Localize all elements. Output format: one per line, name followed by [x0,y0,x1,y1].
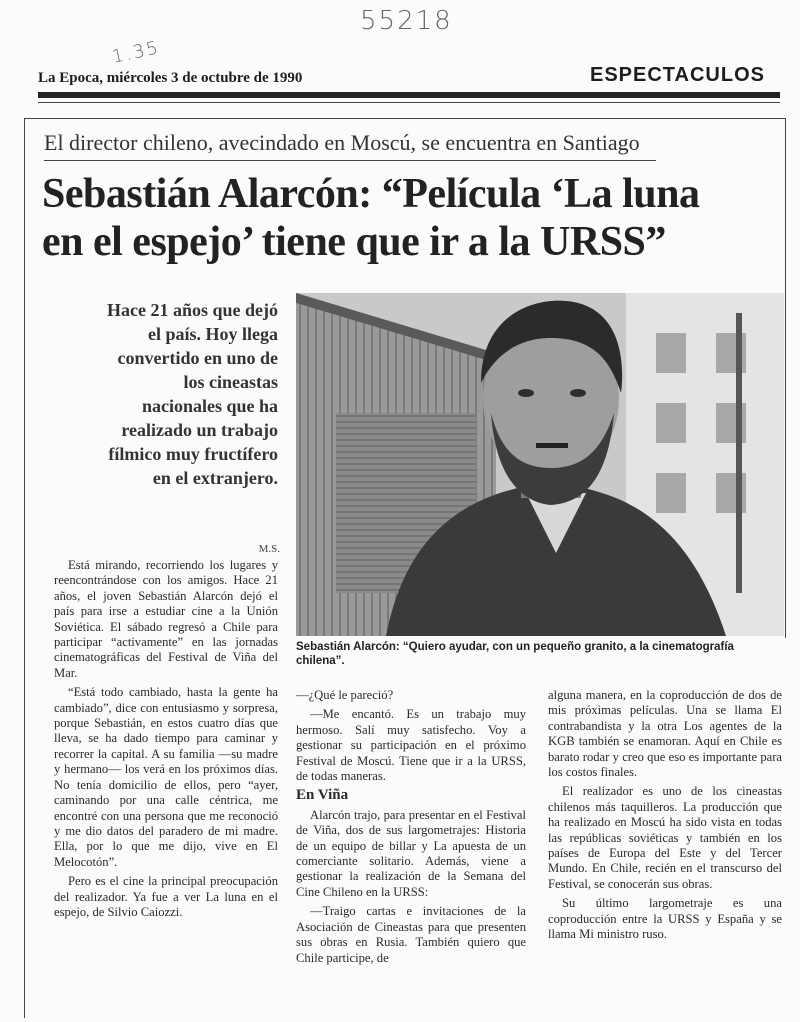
price-mark: 1.35 [110,37,162,68]
top-border [24,118,786,119]
article-column-2 [296,688,526,970]
lead-line: realizado un trabajo [121,420,278,440]
paragraph: “Está todo cambiado, hasta la gente ha cambiado”, dice con entusiasmo y sorpresa, porque Sebastián, en estos cuatro días que lleva, se ha dado tiempo para caminar y recorrer la capital. A su familia —su madre y hermano— los verá en los próximos días. No tenía domicilio de ellos, pero “ayer, caminando por una calle céntrica, me encontré con una persona que me reconoció y me dio datos del paradero de mi madre. Ella, por lo que me dijo, vive en El Melocotón”. [54,685,278,869]
archive-number: 55218 [360,6,453,36]
lead-line: convertido en uno de [117,348,278,368]
portrait-photo [296,293,784,636]
headline-line-1: Sebastián Alarcón: “Película ‘La luna [42,171,700,217]
paragraph: Alarcón trajo, para presentar en el Festival de Viña, dos de sus largometrajes: Historia de un equipo de billar y La apuesta de un comerciante solitario. Además, viene a gestionar la realización de la Semana del Cine Chileno en la URSS: [296,807,526,899]
photo-caption: Sebastián Alarcón: “Quiero ayudar, con un pequeño granito, a la cinematografía chilena”. [296,641,734,667]
paragraph: —Traigo cartas e invitaciones de la Asociación de Cineastas para que presenten sus obras en Rusia. También quiero que Chile participe, de [296,904,526,965]
left-border [24,118,25,1018]
lead-paragraph [60,298,278,490]
lead-line: los cineastas [183,372,278,392]
lead-line: Hace 21 años que dejó [107,300,278,320]
subhead: En Viña [296,787,349,804]
article-column-3 [548,688,782,947]
portrait-photo-drawing [296,293,784,636]
headline [42,170,699,266]
paragraph: Está mirando, recorriendo los lugares y reencontrándose con los amigos. Hace 21 años, el joven Sebastián Alarcón dejó el país para irse a estudiar cine a la Unión Soviética. El sábado regresó a Chile para participar “activamente” en las jornadas cinematográficas del Festival de Viña del Mar. [54,558,278,680]
kicker-rule [44,160,656,161]
lead-line: nacionales que ha [141,396,278,416]
lead-line: el país. Hoy llega [148,324,278,344]
paragraph: alguna manera, en la coproducción de dos de mis próximas películas. Una se llama El contrabandista y la otra Los agentes de la KGB también se enamoran. Aquí en Chile es barato rodar y creo que eso es importante para los costos finales. [548,688,782,780]
answer: —Me encantó. Es un trabajo muy hermoso. Salí muy satisfecho. Voy a gestionar su participación en el próximo Festival de Moscú. Tiene que ir a la URSS, de todas maneras. [296,707,526,784]
paper-date: La Epoca, miércoles 3 de octubre de 1990 [38,70,303,86]
section-name: ESPECTACULOS [590,64,765,86]
right-border [785,118,786,638]
paragraph: El realizador es uno de los cineastas chilenos más taquilleros. La producción que ha realizado en Moscú ha sido vista en todas las repúblicas soviéticas y también en los países de Europa del Este y del Tercer Mundo. En Chile, recién en el transcurso del Festival, se conocerán sus obras. [548,784,782,891]
paragraph: Su último largometraje es una coproducción entre la URSS y España y se llama Mi ministro ruso. [548,896,782,942]
lead-line: fílmico muy fructífero [108,444,278,464]
byline: M.S. [258,543,280,555]
headline-line-2: en el espejo’ tiene que ir a la URSS” [42,219,666,265]
masthead-rule [38,92,780,98]
question: —¿Qué le pareció? [296,688,394,702]
paragraph: Pero es el cine la principal preocupación del realizador. Ya fue a ver La luna en el espejo, de Silvio Caiozzi. [54,874,278,919]
article-column-1 [54,558,278,924]
lead-line: en el extranjero. [152,468,278,488]
masthead-rule-thin [38,102,780,103]
kicker: El director chileno, avecindado en Moscú, se encuentra en Santiago [44,130,640,155]
